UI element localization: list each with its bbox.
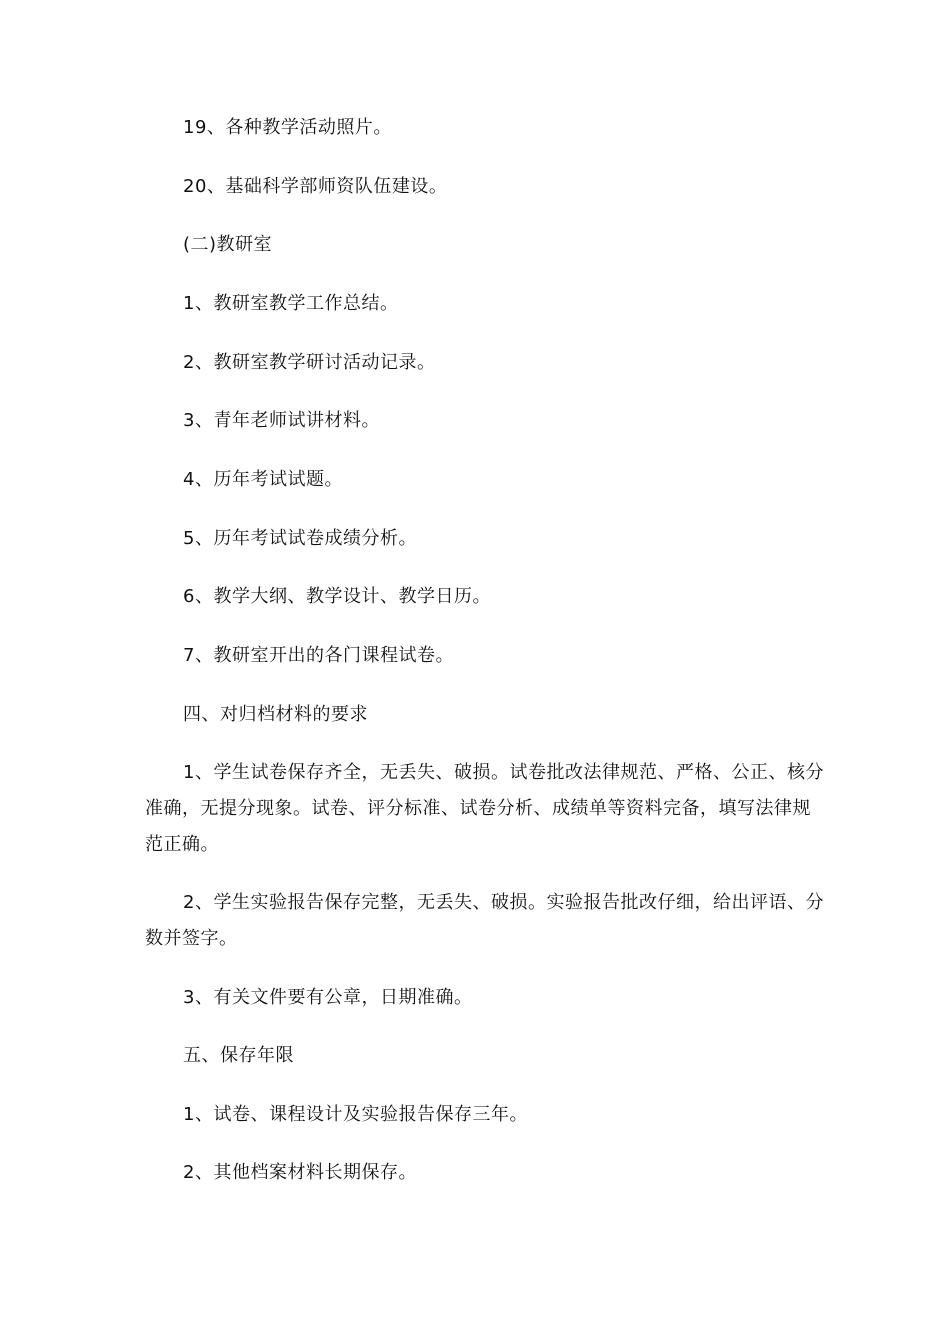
list-item: 5、历年考试试卷成绩分析。 bbox=[183, 528, 417, 549]
list-item: 7、教研室开出的各门课程试卷。 bbox=[183, 645, 454, 666]
section-heading: (二)教研室 bbox=[183, 234, 273, 255]
section-heading: 五、保存年限 bbox=[183, 1045, 294, 1066]
list-item: 3、青年老师试讲材料。 bbox=[183, 410, 380, 431]
requirement-paragraph: 2、学生实验报告保存完整，无丢失、破损。实验报告批改仔细，给出评语、分数并签字。 bbox=[145, 892, 824, 949]
list-item: 4、历年考试试题。 bbox=[183, 469, 343, 490]
list-item: 19、各种教学活动照片。 bbox=[183, 117, 392, 138]
list-item: 2、教研室教学研讨活动记录。 bbox=[183, 352, 436, 373]
requirement-paragraph: 1、学生试卷保存齐全，无丢失、破损。试卷批改法律规范、严格、公正、核分准确，无提分现象。试卷、评分标准、试卷分析、成绩单等资料完备，填写法律规范正确。 bbox=[145, 762, 824, 855]
list-item: 1、试卷、课程设计及实验报告保存三年。 bbox=[183, 1104, 528, 1125]
list-item: 2、其他档案材料长期保存。 bbox=[183, 1162, 417, 1183]
list-item: 6、教学大纲、教学设计、教学日历。 bbox=[183, 586, 491, 607]
list-item: 20、基础科学部师资队伍建设。 bbox=[183, 176, 448, 197]
section-heading: 四、对归档材料的要求 bbox=[183, 704, 368, 725]
list-item: 1、教研室教学工作总结。 bbox=[183, 293, 399, 314]
requirement-paragraph: 3、有关文件要有公章，日期准确。 bbox=[183, 987, 473, 1008]
